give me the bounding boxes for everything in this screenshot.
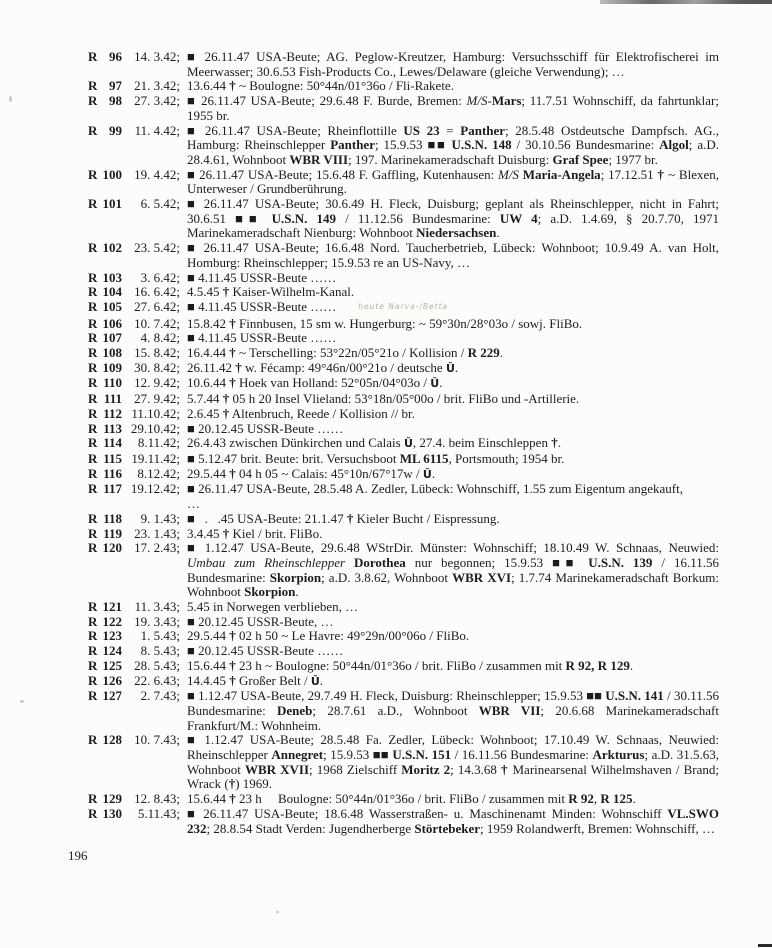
loss-dagger-icon: † — [501, 761, 509, 777]
ship-entry — [88, 285, 719, 300]
ship-id: R 112 — [88, 405, 122, 421]
ship-id: R 97 — [88, 78, 122, 94]
ship-entry — [88, 467, 719, 483]
ship-id: R 123 — [88, 628, 122, 644]
fate-text: 26.11.42 † w. Fécamp: 49°46n/00°21o / deutsche Ŭ. — [187, 359, 459, 375]
commission-date: 15. 8.42; — [134, 345, 180, 361]
commission-date: 29.10.42; — [130, 420, 180, 436]
ship-id: R 119 — [88, 525, 122, 541]
scan-smudge-bottom-icon — [758, 944, 772, 947]
commission-date: 11. 3.43; — [134, 599, 180, 615]
loss-dagger-icon: † — [229, 791, 236, 807]
ship-id: R 99 — [88, 122, 122, 138]
ship-entry — [88, 733, 719, 792]
fate-text: 15.6.44 † 23 h Boulogne: 50°44n/01°36o / brit. FliBo / zusammen mit R 92, R 125. — [187, 791, 636, 807]
ship-id: R 109 — [88, 359, 122, 375]
loss-dagger-icon: † — [222, 391, 230, 407]
ship-id: R 114 — [88, 435, 122, 451]
commission-date: 8.12.42; — [137, 465, 180, 481]
loss-dagger-icon: † — [229, 345, 236, 361]
commission-date: 11.10.42; — [131, 405, 180, 421]
ship-entry — [88, 331, 719, 346]
commission-date: 1. 5.43; — [140, 628, 180, 644]
loss-dagger-icon: † — [222, 405, 230, 421]
ship-entry — [88, 482, 719, 511]
fate-text: ■ 20.12.45 USSR-Beute, … — [187, 613, 334, 629]
fate-text: 4.5.45 † Kaiser-Wilhelm-Kanal. — [187, 284, 355, 300]
fate-text: 14.4.45 † Großer Belt / Ŭ. — [187, 672, 324, 688]
ship-id: R 120 — [88, 540, 122, 556]
commission-date: 9. 1.43; — [140, 510, 180, 526]
loss-dagger-icon: † — [346, 510, 354, 526]
commission-date: 23. 5.42; — [134, 240, 180, 256]
ship-id: R 107 — [88, 330, 122, 346]
commission-date: 23. 1.43; — [134, 525, 180, 541]
commission-date: 28. 5.43; — [134, 657, 180, 673]
commission-date: 10. 7.42; — [134, 315, 180, 331]
ship-id: R 125 — [88, 657, 122, 673]
ship-entry — [88, 271, 719, 286]
ship-entry — [88, 659, 719, 674]
fate-text: 29.5.44 † 04 h 05 ~ Calais: 45°10n/67°17w / Ŭ. — [187, 465, 436, 481]
fate-text: ■ 26.11.47 USA-Beute; 18.6.48 Wasserstraßen- u. Maschinenamt Minden: Wohnschiff VL.SWO 232; 28.8.54 Stadt Verden: Jugendherberge Störtebeker; 1959 Rolandwerft, Bremen: Wohnschiff, … — [187, 805, 719, 836]
ship-id: R 130 — [88, 805, 122, 821]
fate-text: ■ 1.12.47 USA-Beute; 28.5.48 Fa. Zedler, Lübeck: Wohnboot; 17.10.49 W. Schnaas, Neuwied: Rheinschlepper Annegret; 15.9.53 ■■ U.S.N. 151 / 16.11.56 Bundesmarine: Arkturus; a.D. 31.5.63, Wohnboot WBR XVII; 1968 Zielschiff Moritz 2; 14.3.68 † Marinearsenal Wilhelmshaven / Brand; Wrack (†) 1969. — [187, 732, 719, 792]
ship-entry — [88, 168, 719, 197]
ship-id: R 110 — [88, 375, 122, 391]
mine-symbol-icon: Ŭ — [422, 467, 432, 481]
fate-text: ■ 5.12.47 brit. Beute: brit. Versuchsboot ML 6115, Portsmouth; 1954 br. — [187, 450, 565, 466]
ship-entry — [88, 94, 719, 123]
ship-entry — [88, 452, 719, 467]
mine-symbol-icon: Ŭ — [310, 674, 320, 688]
loss-dagger-icon: † — [657, 166, 665, 182]
loss-dagger-icon: † — [235, 359, 242, 375]
fate-text: 10.6.44 † Hoek van Holland: 52°05n/04°03o / Ŭ. — [187, 375, 443, 391]
ship-entry — [88, 436, 719, 452]
commission-date: 19. 3.43; — [134, 613, 180, 629]
commission-date: 19.11.42; — [131, 450, 180, 466]
commission-date: 2. 7.43; — [140, 688, 180, 704]
loss-dagger-icon: † — [229, 315, 236, 331]
ship-id: R 124 — [88, 643, 122, 659]
fate-text: ■ 4.11.45 USSR-Beute …… heute Narva-/Betta — [187, 298, 449, 314]
fate-text: 15.6.44 † 23 h ~ Boulogne: 50°44n/01°36o / brit. FliBo / zusammen mit R 92, R 129. — [187, 657, 634, 673]
ship-id: R 122 — [88, 613, 122, 629]
loss-dagger-icon: † — [229, 78, 236, 94]
ship-entry — [88, 361, 719, 377]
commission-date: 8.11.42; — [137, 435, 180, 451]
scan-speck-icon — [9, 96, 12, 102]
ship-id: R 111 — [88, 391, 122, 407]
fate-text: ■ . .45 USA-Beute: 21.1.47 † Kieler Bucht / Eispressung. — [187, 510, 500, 526]
ship-entry-list — [88, 50, 719, 836]
ship-id: R 121 — [88, 599, 122, 615]
ship-id: R 127 — [88, 688, 122, 704]
ship-id: R 96 — [88, 49, 122, 64]
ship-entry — [88, 689, 719, 733]
ship-entry — [88, 79, 719, 94]
commission-date: 19. 4.42; — [134, 166, 180, 182]
loss-dagger-icon: † — [222, 284, 230, 300]
commission-date: 27. 3.42; — [134, 93, 180, 109]
fate-text: ■ 26.11.47 USA-Beute; AG. Peglow-Kreutzer, Hamburg: Versuchsschiff für Elektrofischerei im Meerwasser; 30.6.53 Fish-Products Co., Lewes/Delaware (gleiche Verwendung); … — [187, 49, 719, 79]
fate-text: ■ 1.12.47 USA-Beute, 29.6.48 WStrDir. Münster: Wohnschiff; 18.10.49 W. Schnaas, Neuwied: Umbau zum Rheinschlepper Dorothea nur begonnen; 15.9.53 ■■ U.S.N. 139 / 16.11.56 Bundesmarine: Skorpion; a.D. 3.8.62, Wohnboot WBR XVI; 1.7.74 Marinekameradschaft Borkum: Wohnboot Skorpion. — [187, 540, 719, 600]
commission-date: 3. 6.42; — [140, 269, 180, 285]
commission-date: 8. 5.43; — [140, 643, 180, 659]
ship-id: R 98 — [88, 93, 122, 109]
commission-date: 27. 6.42; — [134, 298, 180, 314]
loss-dagger-icon: † — [551, 435, 558, 451]
ship-id: R 106 — [88, 315, 122, 331]
page-number: 196 — [68, 848, 88, 863]
fate-text: 5.7.44 † 05 h 20 Insel Vlieland: 53°18n/05°00o / brit. FliBo und -Artillerie. — [187, 391, 580, 407]
ship-id: R 116 — [88, 465, 122, 481]
ship-entry — [88, 512, 719, 527]
fate-text: ■ 26.11.47 USA-Beute; 29.6.48 F. Burde, Bremen: M/S-Mars; 11.7.51 Wohnschiff, da fahrtunklar; 1955 br. — [187, 93, 719, 123]
commission-date: 30. 8.42; — [134, 359, 180, 375]
ship-id: R 108 — [88, 345, 122, 361]
ship-id: R 101 — [88, 196, 122, 212]
loss-dagger-icon: † — [222, 525, 230, 541]
commission-date: 12. 8.43; — [134, 791, 180, 807]
scan-smudge-top-icon — [600, 0, 772, 4]
ship-id: R 103 — [88, 269, 122, 285]
loss-dagger-icon: † — [229, 672, 236, 688]
ship-entry — [88, 629, 719, 644]
ship-id: R 105 — [88, 298, 122, 314]
fate-text: ■ 20.12.45 USSR-Beute …… — [187, 420, 344, 436]
ship-entry — [88, 376, 719, 392]
ship-entry — [88, 407, 719, 422]
mine-symbol-icon: Ŭ — [445, 361, 455, 375]
fate-text: 2.6.45 † Altenbruch, Reede / Kollision // br. — [187, 405, 415, 421]
fate-text: ■ 4.11.45 USSR-Beute …… — [187, 330, 337, 346]
ship-id: R 100 — [88, 166, 122, 182]
ship-id: R 115 — [88, 450, 122, 466]
commission-date: 14. 3.42; — [134, 49, 180, 64]
ship-entry — [88, 300, 719, 317]
ship-entry — [88, 807, 719, 836]
ship-entry — [88, 317, 719, 332]
ship-id: R 129 — [88, 791, 122, 807]
ship-id: R 104 — [88, 284, 122, 300]
ship-entry — [88, 527, 719, 542]
ship-id: R 128 — [88, 732, 122, 748]
commission-date: 11. 4.42; — [134, 122, 180, 138]
fate-text: ■ 26.11.47 USA-Beute; 30.6.49 H. Fleck, Duisburg; geplant als Rheinschlepper, nicht in Fahrt; 30.6.51 ■■ U.S.N. 149 / 11.12.56 Bundesmarine: UW 4; a.D. 1.4.69, § 20.7.70, 1971 Marinekameradschaft Nienburg: Wohnboot Niedersachsen. — [187, 196, 719, 241]
fate-text: 26.4.43 zwischen Dünkirchen und Calais Ŭ, 27.4. beim Einschleppen †. — [187, 435, 561, 451]
commission-date: 4. 8.42; — [140, 330, 180, 346]
fate-text: 15.8.42 † Finnbusen, 15 sm w. Hungerburg: ~ 59°30n/28°03o / sowj. FliBo. — [187, 315, 583, 331]
commission-date: 21. 3.42; — [134, 78, 180, 94]
ship-entry — [88, 644, 719, 659]
commission-date: 16. 6.42; — [134, 284, 180, 300]
commission-date: 12. 9.42; — [134, 375, 180, 391]
mine-symbol-icon: Ŭ — [403, 437, 413, 451]
pencil-annotation: heute Narva-/Betta — [358, 301, 449, 311]
loss-dagger-icon: † — [228, 776, 236, 792]
ship-entry — [88, 346, 719, 361]
ship-entry — [88, 197, 719, 241]
ship-entry — [88, 241, 719, 270]
loss-dagger-icon: † — [229, 628, 236, 644]
ship-entry — [88, 792, 719, 807]
ship-id: R 117 — [88, 481, 122, 497]
mine-symbol-icon: Ŭ — [430, 377, 440, 391]
ship-entry — [88, 422, 719, 437]
commission-date: 19.12.42; — [130, 481, 180, 497]
fate-text: ■ 26.11.47 USA-Beute; Rheinflottille US 23 = Panther; 28.5.48 Ostdeutsche Dampfsch. AG., Hamburg: Rheinschlepper Panther; 15.9.53 ■■ U.S.N. 148 / 30.10.56 Bundesmarine: Algol; a.D. 28.4.61, Wohnboot WBR VIII; 197. Marinekameradschaft Duisburg: Graf Spee; 1977 br. — [187, 122, 719, 167]
scan-speck-icon — [276, 911, 279, 913]
scan-speck-icon — [20, 700, 24, 703]
ship-entry — [88, 50, 719, 79]
fate-text: 5.45 in Norwegen verblieben, … — [187, 599, 359, 615]
ship-entry — [88, 124, 719, 168]
commission-date: 17. 2.43; — [134, 540, 180, 556]
commission-date: 5.11.43; — [137, 805, 180, 821]
ship-id: R 118 — [88, 510, 122, 526]
fate-text: 29.5.44 † 02 h 50 ~ Le Havre: 49°29n/00°06o / FliBo. — [187, 628, 470, 644]
ship-id: R 102 — [88, 240, 122, 256]
ship-entry — [88, 392, 719, 407]
ship-id: R 126 — [88, 672, 122, 688]
ship-entry — [88, 600, 719, 615]
loss-dagger-icon: † — [229, 375, 236, 391]
fate-text: ■ 26.11.47 USA-Beute; 16.6.48 Nord. Taucherbetrieb, Lübeck: Wohnboot; 10.9.49 A. van Holt, Homburg: Rheinschlepper; 15.9.53 re an US-Navy, … — [187, 240, 719, 270]
ship-entry — [88, 541, 719, 600]
loss-dagger-icon: † — [229, 657, 236, 673]
commission-date: 22. 6.43; — [134, 672, 180, 688]
fate-text: 16.4.44 † ~ Terschelling: 53°22n/05°21o / Kollision / R 229. — [187, 345, 503, 361]
commission-date: 27. 9.42; — [134, 391, 180, 407]
fate-text: 13.6.44 † ~ Boulogne: 50°44n/01°36o / Fli-Rakete. — [187, 78, 454, 94]
commission-date: 6. 5.42; — [140, 196, 180, 212]
commission-date: 10. 7.43; — [134, 732, 180, 748]
loss-dagger-icon: † — [229, 465, 236, 481]
fate-text: ■ 20.12.45 USSR-Beute …… — [187, 643, 344, 659]
fate-text: ■ 4.11.45 USSR-Beute …… — [187, 269, 337, 285]
ship-entry — [88, 674, 719, 690]
ship-id: R 113 — [88, 420, 122, 436]
fate-text: ■ 26.11.47 USA-Beute; 15.6.48 F. Gaffling, Kutenhausen: M/S Maria-Angela; 17.12.51 † ~ Blexen, Unterweser / Grundberührung. — [187, 166, 719, 197]
fate-text: ■ 26.11.47 USA-Beute, 28.5.48 A. Zedler, Lübeck: Wohnschiff, 1.55 zum Eigentum angekauft, … — [187, 481, 683, 512]
fate-text: ■ 1.12.47 USA-Beute, 29.7.49 H. Fleck, Duisburg: Rheinschlepper; 15.9.53 ■■ U.S.N. 141 / 30.11.56 Bundesmarine: Deneb; 28.7.61 a.D., Wohnboot WBR VII; 20.6.68 Marinekameradschaft Frankfurt/M.: Wohnheim. — [187, 688, 719, 733]
ship-entry — [88, 615, 719, 630]
fate-text: 3.4.45 † Kiel / brit. FliBo. — [187, 525, 323, 541]
